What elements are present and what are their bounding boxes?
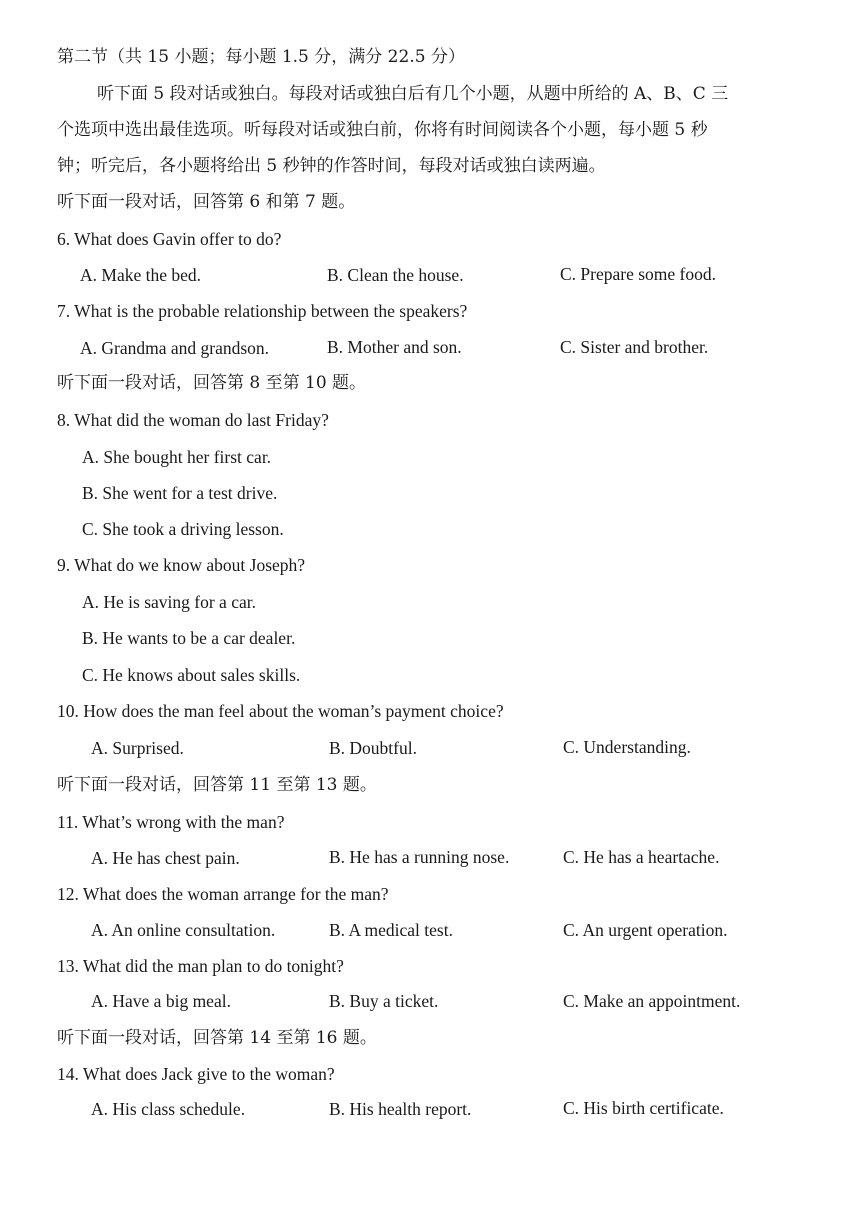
question-9-stem: 9. What do we know about Joseph?	[57, 555, 306, 575]
question-10-option-a[interactable]: A. Surprised.	[91, 738, 184, 758]
question-12-option-a[interactable]: A. An online consultation.	[91, 920, 276, 940]
question-9-option-b[interactable]: B. He wants to be a car dealer.	[82, 628, 296, 648]
question-9-option-a[interactable]: A. He is saving for a car.	[82, 592, 256, 612]
group-header-1: 听下面一段对话，回答第 6 和第 7 题。	[57, 192, 356, 212]
instructions-line-1: 听下面 5 段对话或独白。每段对话或独白后有几个小题，从题中所给的 A、B、C 三	[97, 84, 729, 104]
question-12-option-b[interactable]: B. A medical test.	[329, 920, 453, 940]
question-7-option-c[interactable]: C. Sister and brother.	[560, 337, 709, 357]
question-8-option-c[interactable]: C. She took a driving lesson.	[82, 519, 284, 539]
question-11-option-a[interactable]: A. He has chest pain.	[91, 848, 240, 868]
question-6-option-a[interactable]: A. Make the bed.	[80, 265, 202, 285]
question-8-stem: 8. What did the woman do last Friday?	[57, 410, 329, 430]
group-header-4: 听下面一段对话，回答第 14 至第 16 题。	[57, 1028, 377, 1048]
question-13-option-a[interactable]: A. Have a big meal.	[91, 991, 231, 1011]
section-heading: 第二节（共 15 小题；每小题 1.5 分，满分 22.5 分）	[57, 47, 465, 67]
question-11-option-b[interactable]: B. He has a running nose.	[329, 847, 510, 867]
question-10-stem: 10. How does the man feel about the woman’s payment choice?	[57, 701, 504, 721]
instructions-line-2: 个选项中选出最佳选项。听每段对话或独白前，你将有时间阅读各个小题，每小题 5 秒	[57, 120, 708, 140]
question-13-stem: 13. What did the man plan to do tonight?	[57, 956, 344, 976]
question-12-option-c[interactable]: C. An urgent operation.	[563, 920, 728, 940]
question-7-stem: 7. What is the probable relationship between the speakers?	[57, 301, 468, 321]
group-header-3: 听下面一段对话，回答第 11 至第 13 题。	[57, 775, 377, 795]
question-11-option-c[interactable]: C. He has a heartache.	[563, 847, 720, 867]
question-9-option-c[interactable]: C. He knows about sales skills.	[82, 665, 301, 685]
question-13-option-b[interactable]: B. Buy a ticket.	[329, 991, 439, 1011]
question-6-option-c[interactable]: C. Prepare some food.	[560, 264, 717, 284]
instructions-line-3: 钟；听完后，各小题将给出 5 秒钟的作答时间，每段对话或独白读两遍。	[57, 156, 606, 176]
question-8-option-a[interactable]: A. She bought her first car.	[82, 447, 272, 467]
question-10-option-b[interactable]: B. Doubtful.	[329, 738, 417, 758]
question-12-stem: 12. What does the woman arrange for the man?	[57, 884, 389, 904]
question-14-stem: 14. What does Jack give to the woman?	[57, 1064, 335, 1084]
group-header-2: 听下面一段对话，回答第 8 至第 10 题。	[57, 373, 367, 393]
question-10-option-c[interactable]: C. Understanding.	[563, 737, 691, 757]
question-7-option-b[interactable]: B. Mother and son.	[327, 337, 462, 357]
question-6-option-b[interactable]: B. Clean the house.	[327, 265, 464, 285]
question-6-stem: 6. What does Gavin offer to do?	[57, 229, 282, 249]
question-14-option-c[interactable]: C. His birth certificate.	[563, 1098, 724, 1118]
question-13-option-c[interactable]: C. Make an appointment.	[563, 991, 741, 1011]
question-14-option-a[interactable]: A. His class schedule.	[91, 1099, 246, 1119]
question-14-option-b[interactable]: B. His health report.	[329, 1099, 472, 1119]
question-11-stem: 11. What’s wrong with the man?	[57, 812, 285, 832]
question-8-option-b[interactable]: B. She went for a test drive.	[82, 483, 278, 503]
question-7-option-a[interactable]: A. Grandma and grandson.	[80, 338, 270, 358]
